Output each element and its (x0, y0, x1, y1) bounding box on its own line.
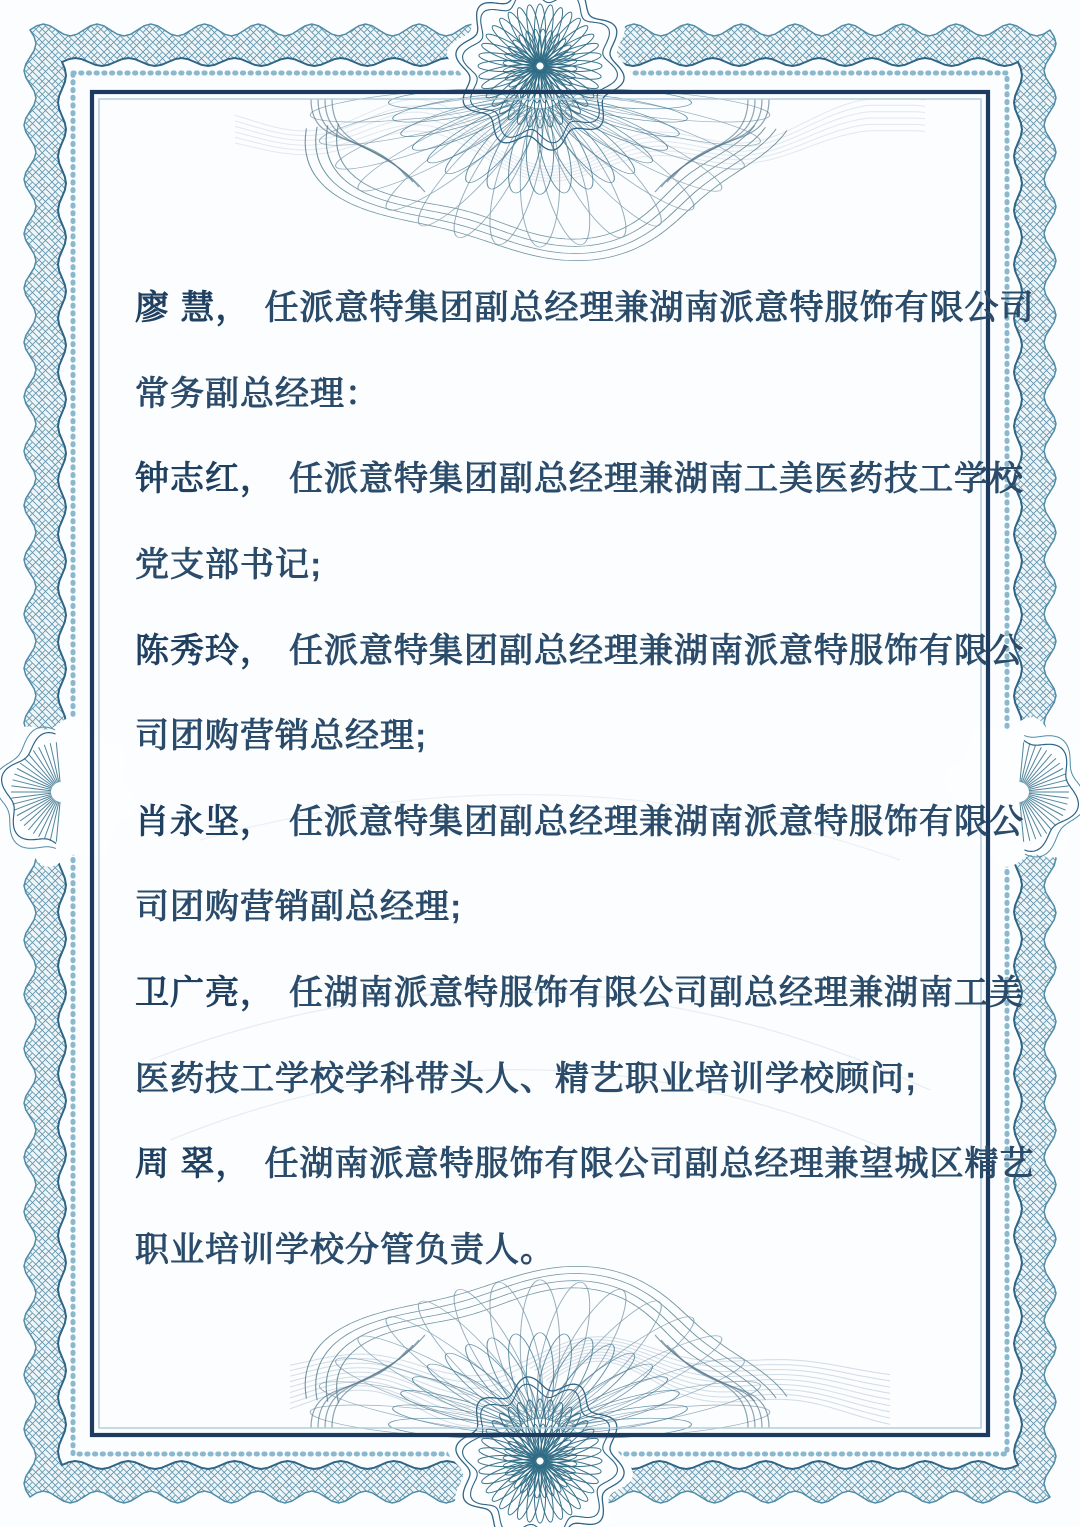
text-line (135, 690, 965, 776)
person-name: 钟志红， (135, 460, 275, 499)
line-text: 常务副总经理： (135, 374, 380, 413)
line-text: 任派意特集团副总经理兼湖南派意特服饰有限公 (289, 631, 1024, 670)
text-line (135, 519, 965, 605)
text-line (135, 604, 1024, 690)
line-text: 任湖南派意特服饰有限公司副总经理兼湖南工美 (289, 974, 1024, 1013)
line-text: 任湖南派意特服饰有限公司副总经理兼望城区精艺 (264, 1145, 1035, 1184)
person-name: 周 翠， (135, 1145, 251, 1184)
line-text: 职业培训学校分管负责人。 (135, 1230, 555, 1269)
text-line (135, 947, 1024, 1033)
person-name: 陈秀玲， (135, 631, 275, 670)
text-line (135, 1032, 965, 1118)
text-line (135, 1118, 1035, 1204)
text-line (135, 1204, 965, 1290)
line-text: 任派意特集团副总经理兼湖南派意特服饰有限公司 (264, 289, 1035, 328)
line-text: 司团购营销副总经理; (135, 888, 463, 927)
person-name: 廖 慧， (135, 289, 251, 328)
text-line (135, 861, 965, 947)
line-text: 党支部书记; (135, 546, 323, 585)
text-line (135, 433, 1024, 519)
document-body (135, 262, 1035, 1289)
line-text: 司团购营销总经理; (135, 717, 428, 756)
text-line (135, 348, 965, 434)
text-line (135, 776, 1024, 862)
text-line (135, 262, 1035, 348)
line-text: 医药技工学校学科带头人、精艺职业培训学校顾问; (135, 1059, 918, 1098)
line-text: 任派意特集团副总经理兼湖南派意特服饰有限公 (289, 802, 1024, 841)
person-name: 卫广亮， (135, 974, 275, 1013)
line-text: 任派意特集团副总经理兼湖南工美医药技工学校 (289, 460, 1024, 499)
person-name: 肖永坚， (135, 802, 275, 841)
